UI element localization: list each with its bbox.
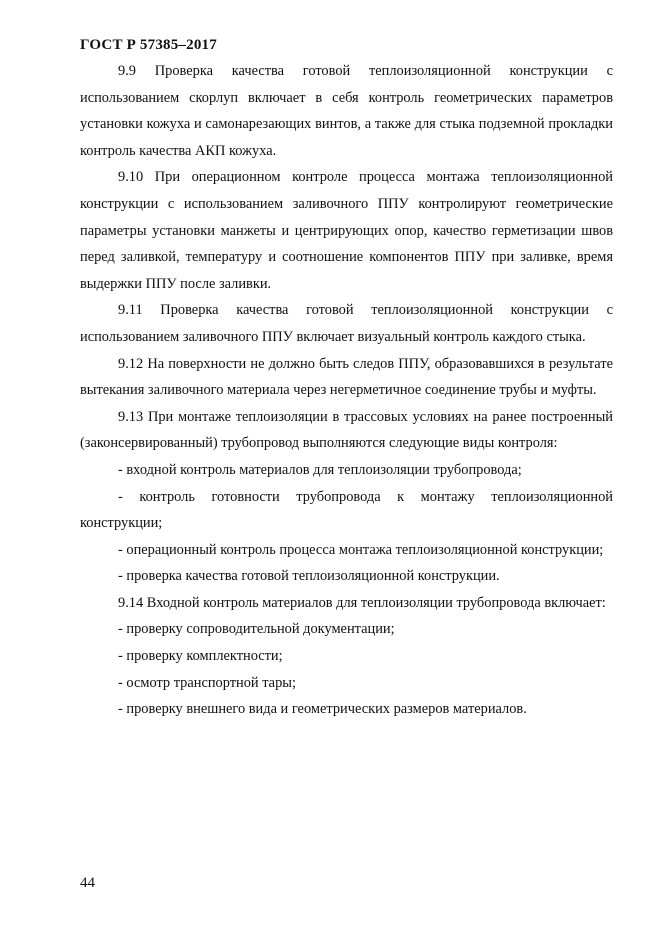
page-number: 44	[80, 875, 95, 891]
paragraph-9-13: 9.13 При монтаже теплоизоляции в трассовых условиях на ранее построенный (законсервированный) трубопровод выполняются следующие виды контроля:	[80, 408, 613, 452]
list-item: - входной контроль материалов для теплоизоляции трубопровода;	[118, 461, 522, 478]
list-item: - проверку комплектности;	[118, 648, 283, 665]
list-item: - проверка качества готовой теплоизоляционной конструкции.	[118, 568, 500, 585]
paragraph-9-12: 9.12 На поверхности не должно быть следов ППУ, образовавшихся в результате вытекания заливочного материала через негерметичное соединение трубы и муфты.	[80, 355, 613, 399]
list-item: - операционный контроль процесса монтажа теплоизоляционной конструкции;	[118, 541, 604, 558]
list-item: - осмотр транспортной тары;	[118, 674, 296, 691]
list-item: - контроль готовности трубопровода к монтажу теплоизоляционной конструкции;	[80, 488, 613, 532]
list-item: - проверку внешнего вида и геометрических размеров материалов.	[118, 701, 527, 718]
paragraph-9-11: 9.11 Проверка качества готовой теплоизоляционной конструкции с использованием заливочного ППУ включает визуальный контроль каждого стыка.	[80, 302, 613, 345]
paragraph-9-10: 9.10 При операционном контроле процесса монтажа теплоизоляционной конструкции с использованием заливочного ППУ контролируют геометрические параметры установки манжеты и центрирующих опор, качество герметизации швов перед заливкой, температуру и соотношение компонентов ППУ при заливке, время выдержки ППУ после заливки.	[80, 169, 613, 292]
paragraph-9-9: 9.9 Проверка качества готовой теплоизоляционной конструкции с использованием скорлуп включает в себя контроль геометрических параметров установки кожуха и самонарезающих винтов, а также для стыка подземной прокладки контроль качества АКП кожуха.	[80, 63, 613, 159]
paragraph-9-14: 9.14 Входной контроль материалов для теплоизоляции трубопровода включает:	[118, 594, 606, 611]
document-header: ГОСТ Р 57385–2017	[80, 37, 217, 53]
list-item: - проверку сопроводительной документации;	[118, 621, 395, 638]
document-body	[80, 58, 613, 723]
